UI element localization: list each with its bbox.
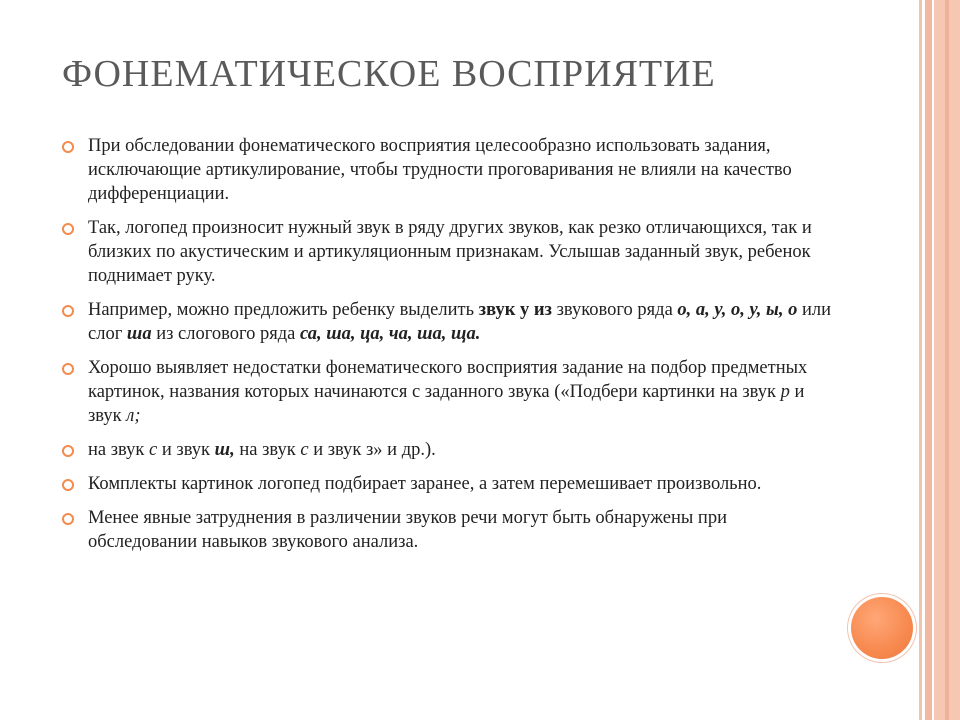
bullet-text-bold-italic: о, а, у, о, у, ы, о — [677, 300, 798, 320]
bullet-item — [62, 134, 832, 206]
bullet-text-part: и звук — [157, 440, 215, 460]
bullet-text-part: на звук — [88, 440, 150, 460]
bullet-item — [62, 298, 832, 346]
bullet-text-part: и звук з» и др.). — [308, 440, 436, 460]
bullet-text-part: на звук — [234, 440, 301, 460]
bullet-text-italic: л; — [126, 406, 141, 426]
orange-circle-decoration — [851, 597, 913, 659]
bullet-text: Так, логопед произносит нужный звук в ряду других звуков, как резко отличающихся, так и близких по акустическим и артикуляционным признакам. Услышав заданный звук, ребенок поднимает руку. — [88, 218, 812, 286]
bullet-text-part: Например, можно предложить ребенку выделить — [88, 300, 479, 320]
bullet-item — [62, 216, 832, 288]
bullet-text-part: из слогового ряда — [151, 324, 300, 344]
slide-title: ФОНЕМАТИЧЕСКОЕ ВОСПРИЯТИЕ — [62, 53, 716, 95]
ring-bullet-icon — [62, 445, 74, 457]
bullet-text-part: звукового ряда — [551, 300, 678, 320]
bullet-text: При обследовании фонематического восприятия целесообразно использовать задания, исключающие артикулирование, чтобы трудности проговаривания не влияли на качество дифференциации. — [88, 136, 792, 204]
decor-stripe — [945, 0, 949, 720]
bullet-text: Комплекты картинок логопед подбирает заранее, а затем перемешивает произвольно. — [88, 474, 762, 494]
bullet-item — [62, 472, 832, 496]
bullet-text-bold-italic: ша — [126, 324, 152, 344]
ring-bullet-icon — [62, 223, 74, 235]
decor-stripe — [925, 0, 932, 720]
bullet-text: Менее явные затруднения в различении звуков речи могут быть обнаружены при обследовании навыков звукового анализа. — [88, 508, 727, 552]
bullet-item — [62, 356, 832, 428]
ring-bullet-icon — [62, 363, 74, 375]
ring-bullet-icon — [62, 141, 74, 153]
ring-bullet-icon — [62, 513, 74, 525]
bullet-text-bold-italic: ш, — [214, 440, 235, 460]
bullet-text-italic: с — [149, 440, 158, 460]
bullet-text-italic: р — [780, 382, 790, 402]
bullet-item — [62, 438, 832, 462]
bullet-text-part: или слог — [88, 300, 831, 344]
ring-bullet-icon — [62, 305, 74, 317]
bullet-text-bold-italic: са, ша, ца, ча, ша, ща. — [299, 324, 481, 344]
bullet-list — [62, 134, 832, 554]
bullet-text-italic: с — [300, 440, 309, 460]
bullet-text-part: Хорошо выявляет недостатки фонематического восприятия задание на подбор предметных картинок, названия которых начинаются с заданного звука («Подбери картинки на звук — [88, 358, 808, 402]
ring-bullet-icon — [62, 479, 74, 491]
bullet-item — [62, 506, 832, 554]
decor-stripe — [919, 0, 922, 720]
bullet-text-part: и звук — [88, 382, 805, 426]
bullet-text-bold: звук у из — [478, 300, 552, 320]
